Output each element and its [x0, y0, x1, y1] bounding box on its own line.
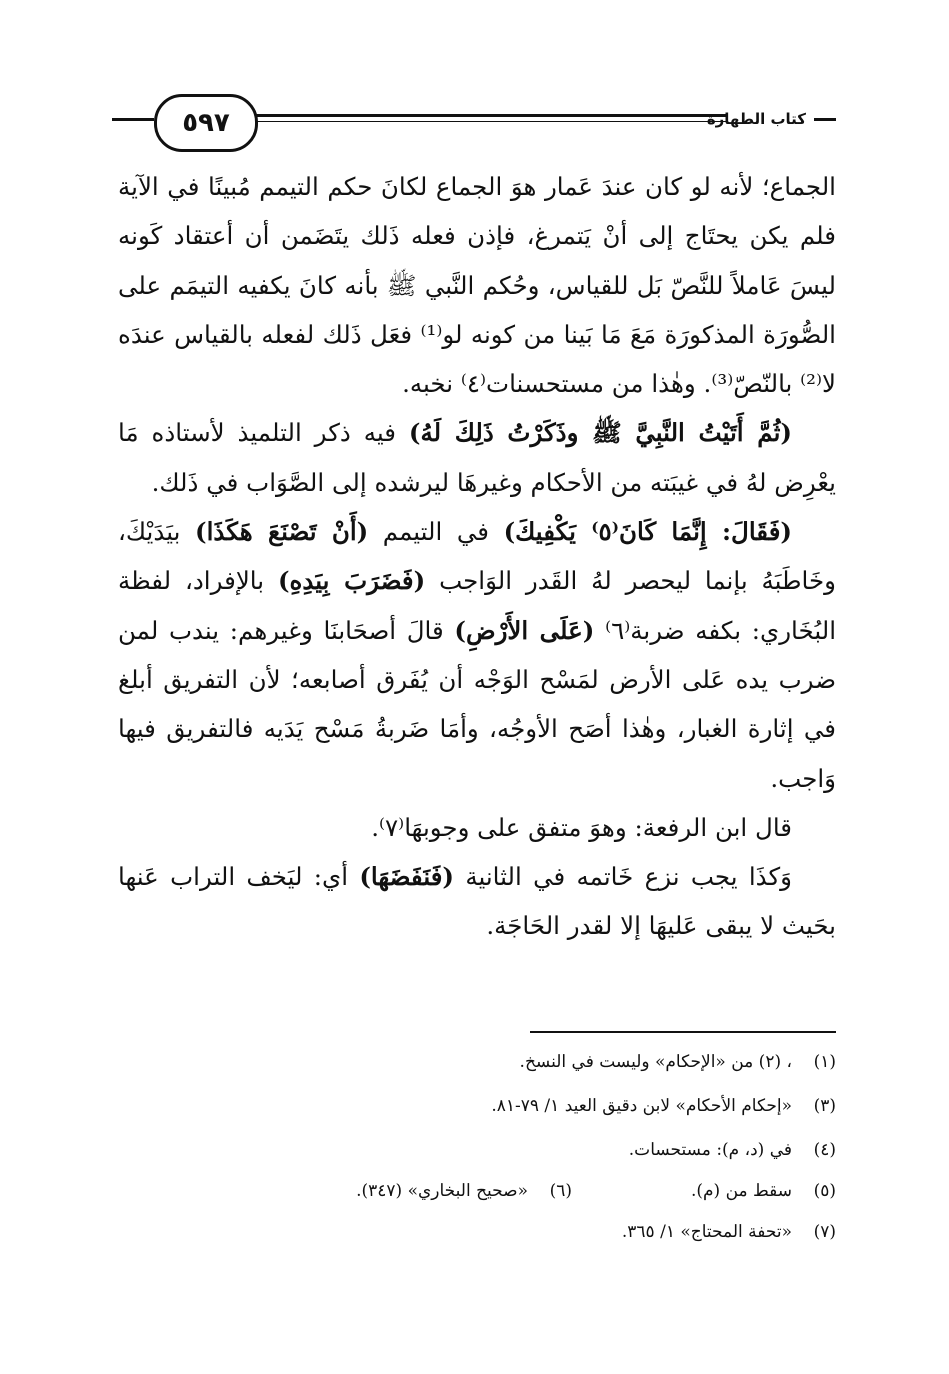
footnote-text: «إحكام الأحكام» لابن دقيق العيد ١/ ٧٩-٨١. — [491, 1096, 792, 1116]
footnote-7 — [118, 1210, 836, 1254]
paragraph-3 — [118, 507, 836, 803]
footnote-text: في (د، م): مستحسات. — [628, 1140, 792, 1160]
footnote-separator — [530, 1031, 836, 1033]
hadith-quote-4: (فَضَرَبَ بِيَدِهِ) — [277, 566, 426, 596]
footnote-3 — [118, 1084, 836, 1128]
header-rule-left — [112, 118, 154, 121]
footnote-text: سقط من (م). — [690, 1181, 792, 1201]
page-number: ٥٩٧ — [182, 108, 230, 138]
footnote-number: (٥) — [813, 1181, 836, 1201]
page-number-badge — [154, 94, 258, 152]
header-rule-end — [814, 118, 836, 121]
footnote-number: (٣) — [813, 1096, 836, 1116]
footnote-text: ، (٢) من «الإحكام» وليست في النسخ. — [519, 1052, 792, 1072]
paragraph-3-text-a: في التيمم — [368, 517, 504, 547]
footnote-number: (١) — [813, 1052, 836, 1072]
paragraph-1: الجماع؛ لأنه لو كان عندَ عَمار هوَ الجماع لكانَ حكم التيمم مُبينًا في الآية فلم يكن يحتَاج إلى أنْ يَتمرغ، فإذن فعله ذَلك يتَضَمن أن أعتقاد كَونه ليسَ عَاملاً للنَّصّ بَل للقياس، وحُكم النَّبي ﷺ بأنه كانَ يكفيه التيمَم على الصُّورَة المذكورَة مَعَ مَا بَينا من كونه لو⁽¹⁾ فعَل ذَلك لفعله بالقياس عندَه لا⁽²⁾ بالنّصّ⁽³⁾. وهٰذا من مستحسنات⁽٤⁾ نخبه. — [118, 172, 836, 399]
footnote-1 — [118, 1040, 836, 1084]
paragraph-5-text-a: وَكذَا يجب نزع خَاتمه في الثانية — [454, 862, 793, 892]
footnote-number: (٧) — [813, 1222, 836, 1242]
paragraph-5-text-b: أي: ليَخف التراب عَنها بحَيث لا يبقى عَليهَا إلا لقدر الحَاجَة. — [118, 862, 836, 941]
hadith-quote-6: (فَنَفَضَهَا) — [359, 862, 455, 892]
footnote-text: «صحيح البخاري» (٣٤٧). — [356, 1181, 528, 1201]
footnotes — [118, 1040, 836, 1254]
hadith-quote-3: (أَنْ تَصْنَعَ هَكَذَا) — [195, 517, 369, 547]
footnote-5-6 — [118, 1172, 836, 1210]
footnote-text: «تحفة المحتاج» ١/ ٣٦٥. — [621, 1222, 792, 1242]
paragraph-2 — [118, 408, 836, 507]
paragraph-5 — [118, 852, 836, 951]
main-text — [118, 162, 836, 951]
header-rule-right-thin — [252, 121, 726, 122]
footnote-number: (٦) — [549, 1181, 572, 1201]
paragraph-3-text-c: بالإفراد، لفظة البُخَاري: بكفه ضربة⁽٦⁾ — [118, 566, 836, 645]
footnote-4 — [118, 1128, 836, 1172]
paragraph-2-text: فيه ذكر التلميذ لأستاذه مَا يعْرِض لهُ في غيبَته من الأحكام وغيرهَا ليرشده إلى الصَّوَاب في ذَلك. — [118, 418, 836, 497]
paragraph-3-text-b: بيَدَيْكَ، وخَاطَبَهُ بإنما ليحصر لهُ القَدر الوَاجب — [118, 517, 836, 596]
hadith-quote-2: (فَقَالَ: إِنَّمَا كَانَ⁽٥⁾ يَكْفِيكَ) — [503, 517, 792, 547]
footnote-number: (٤) — [813, 1140, 836, 1160]
hadith-quote-5: (عَلَى الأَرْضِ) — [454, 615, 595, 645]
page-header — [112, 88, 836, 158]
hadith-quote-1: (ثُمَّ أَتَيْتُ النَّبِيَّ ﷺ وذَكَرْتُ ذَلِكَ لَهُ) — [408, 418, 792, 448]
paragraph-4: قال ابن الرفعة: وهوَ متفق على وجوبهَا⁽٧⁾. — [371, 812, 792, 842]
running-title: كتاب الطهارة — [706, 110, 806, 128]
paragraph-3-text-d: قالَ أصحَابنَا وغيرهم: يندب لمن ضرب يده عَلى الأرض لمَسْح الوَجْه أن يُفَرق أصابعه؛ لأن التفريق أبلغ في إثارة الغبار، وهٰذا أصَح الأوجُه، وأمَا ضَربةُ مَسْح يَدَيه فالتفريق فيها وَاجب. — [118, 615, 836, 793]
header-rule-right-thick — [252, 114, 726, 117]
